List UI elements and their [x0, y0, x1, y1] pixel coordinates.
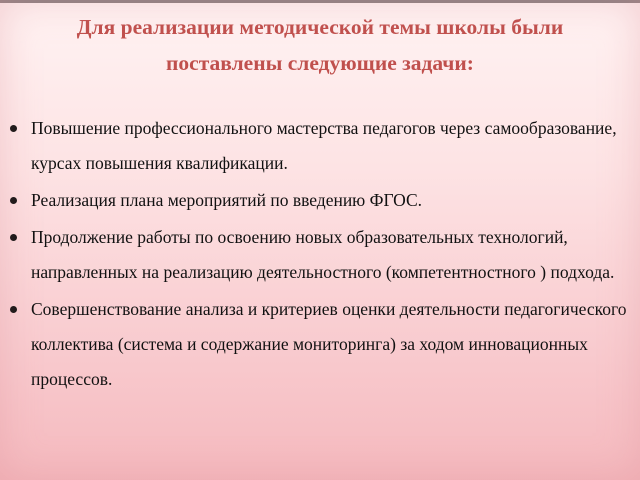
top-divider [0, 0, 640, 3]
list-item-text: Реализация плана мероприятий по введению ФГОС. [31, 190, 423, 210]
list-item-text: Совершенствование анализа и критериев оценки деятельности педагогического коллектива (система и содержание мониторинга) за ходом инновационных процессов. [31, 299, 627, 389]
list-item [0, 183, 640, 218]
bullet-icon [10, 234, 17, 241]
slide-title: Для реализации методической темы школы были поставлены следующие задачи: [76, 15, 564, 75]
task-list [0, 111, 640, 399]
list-item [0, 220, 640, 290]
list-item [0, 111, 640, 181]
bullet-icon [10, 306, 17, 313]
bullet-icon [10, 125, 17, 132]
bullet-icon [10, 197, 17, 204]
list-item-text: Продолжение работы по освоению новых образовательных технологий, направленных на реализацию деятельностного (компетентностного ) подхода. [31, 227, 615, 282]
list-item [0, 292, 640, 397]
list-item-text: Повышение профессионального мастерства педагогов через самообразование, курсах повышения квалификации. [31, 118, 617, 173]
